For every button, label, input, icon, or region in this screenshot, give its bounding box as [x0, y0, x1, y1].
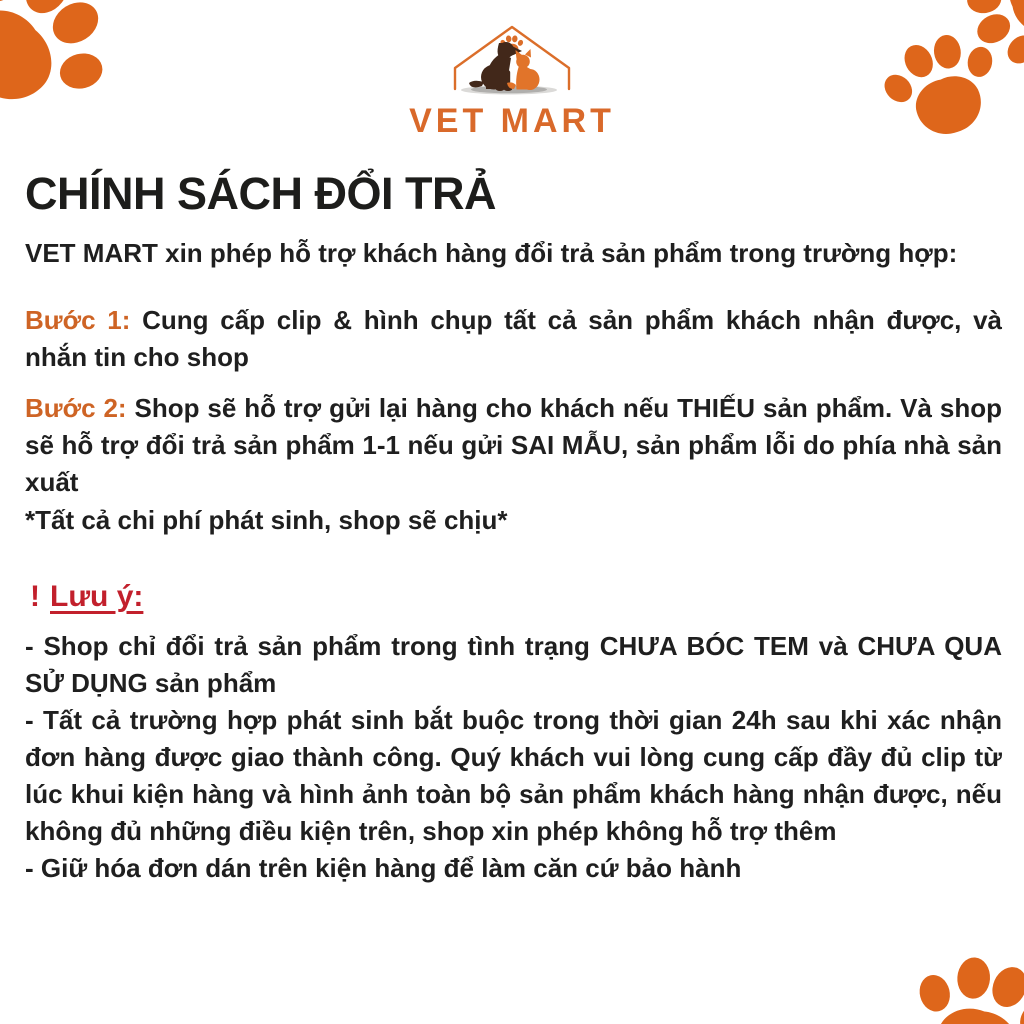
note-item: - Giữ hóa đơn dán trên kiện hàng để làm căn cứ bảo hành: [25, 853, 742, 883]
brand-name: VET MART: [409, 102, 615, 140]
pet-house-logo-icon: [402, 20, 622, 96]
warning-heading: [30, 580, 143, 614]
step-1-paragraph: [25, 302, 1002, 376]
exclamation-mark-icon: !: [30, 580, 40, 613]
note-item: - Tất cả trường hợp phát sinh bắt buộc trong thời gian 24h sau khi xác nhận đơn hàng được giao thành công. Quý khách vui lòng cung cấp đầy đủ clip từ lúc khui kiện hàng và hình ảnh toàn bộ sản phẩm khách hàng nhận được, nếu không đủ những điều kiện trên, shop xin phép không hỗ trợ thêm: [25, 705, 1002, 846]
vet-mart-logo: [0, 20, 1024, 141]
fee-note: *Tất cả chi phí phát sinh, shop sẽ chịu*: [25, 505, 508, 535]
notes-list: [25, 628, 1002, 887]
step-1-label: Bước 1:: [25, 305, 131, 335]
policy-intro: VET MART xin phép hỗ trợ khách hàng đổi trả sản phẩm trong trường hợp:: [25, 238, 958, 268]
page-title: CHÍNH SÁCH ĐỔI TRẢ: [25, 168, 496, 219]
step-1-text: Cung cấp clip & hình chụp tất cả sản phẩm khách nhận được, và nhắn tin cho shop: [25, 305, 1003, 372]
paw-print-icon: [897, 931, 1024, 1024]
house-outline: [455, 27, 569, 89]
warning-label: Lưu ý:: [50, 580, 144, 613]
step-2-text: Shop sẽ hỗ trợ gửi lại hàng cho khách nếu THIẾU sản phẩm. Và shop sẽ hỗ trợ đổi trả sản phẩm 1-1 nếu gửi SAI MẪU, sản phẩm lỗi do phía nhà sản xuất: [25, 393, 1002, 497]
step-2-paragraph: [25, 390, 1002, 501]
note-item: - Shop chỉ đổi trả sản phẩm trong tình trạng CHƯA BÓC TEM và CHƯA QUA SỬ DỤNG sản phẩm: [25, 631, 1002, 698]
step-2-label: Bước 2:: [25, 393, 127, 423]
